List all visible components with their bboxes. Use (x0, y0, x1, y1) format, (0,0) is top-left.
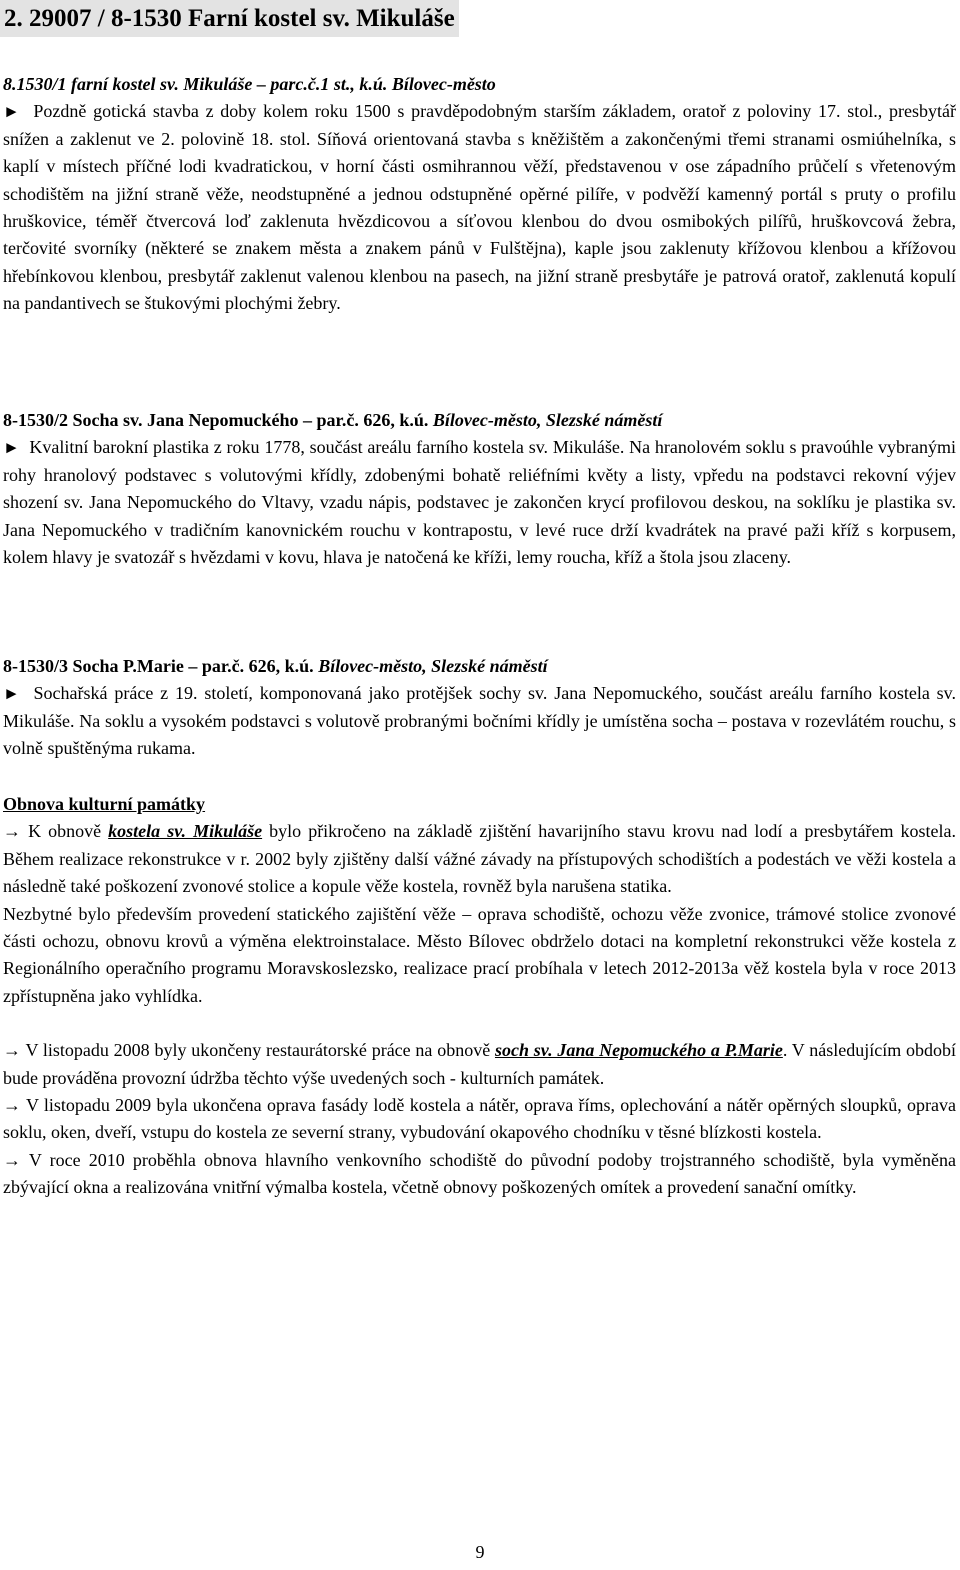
item-title-main: 8-1530/3 Socha P.Marie – par.č. 626, k.ú. (3, 656, 319, 676)
item-title (3, 407, 956, 434)
church-reference: kostela sv. Mikuláše (108, 821, 263, 842)
renovation-paragraph-5: → V roce 2010 proběhla obnova hlavního venkovního schodiště do původní podoby trojstranného schodiště, byla vyměněna zbývající okna a realizována vnitřní výmalba kostela, včetně obnovy poškozených omítek a provedení sanační omítky. (3, 1149, 956, 1198)
bullet-marker-icon: ► (3, 438, 20, 458)
bullet-marker-icon: ► (3, 102, 20, 122)
section-heading: 2. 29007 / 8-1530 Farní kostel sv. Mikuláše (0, 0, 459, 37)
renovation-paragraph-1: → K obnově kostela sv. Mikuláše bylo přikročeno na základě zjištění havarijního stavu krovu nad lodí a presbytářem kostela. Během realizace rekonstrukce v r. 2002 byly zjištěny další vážné závady na přístupových schodištích a podestách ve věži kostela a následně také poškození zvonové stolice a kopule věže kostela, rovněž byla narušena statika. (3, 821, 957, 897)
renovation-paragraph-2: Nezbytné bylo především provedení statického zajištění věže – oprava schodiště, ochozu věže zvonice, trámové stolice zvonové části ochozu, obnovu krovů a výměna elektroinstalace. Město Bílovec obdrželo dotaci na kompletní rekonstrukci věže kostela z Regionálního operačního programu Moravskoslezsko, realizace prací probíhala v letech 2012-2013a věž kostela byla v roce 2013 zpřístupněna jako vyhlídka. (3, 903, 956, 1006)
item-title-location: Bílovec-město, Slezské náměstí (318, 656, 548, 676)
renovation-paragraph-4: → V listopadu 2009 byla ukončena oprava fasády lodě kostela a nátěr, oprava říms, oplechování a nátěr opěrných sloupků, oprava soklu, oken, dveří, vstupu do kostela ze severní strany, vybudování okapového chodníku v těsné blízkosti kostela. (3, 1095, 956, 1143)
monument-item-church (3, 71, 956, 318)
monument-item-statue-marie (3, 653, 956, 763)
item-description (3, 98, 956, 317)
item-title-main: 8-1530/2 Socha sv. Jana Nepomuckého – par.č. 626, k.ú. (3, 410, 433, 430)
arrow-icon: → (3, 1040, 21, 1061)
item-text: Pozdně gotická stavba z doby kolem roku 1500 s pravděpodobným starším základem, oratoř z poloviny 17. stol., presbytář snížen a zaklenut ve 2. polovině 18. stol. Síňová orientovaná stavba s kněžištěm a zakončenými třemi stranami osmiúhelníka, s kaplí v místech příčné lodi kvadratickou, v horní části osmihrannou věží, představenou v ose západního průčelí s vřetenovým schodištěm na jižní straně věže, neodstupněné a jednou odstupněné opěrné pilíře, v podvěží kamenný portál s pruty o profilu hruškovice, téměř čtvercová loď zaklenuta hvězdicovou a síťovou klenbou do dvou osmibokých pilířů, hruškovcová žebra, terčovité svorníky (některé se znakem města a znakem pánů v Fulštějna), kaple jsou zaklenuty křížovou klenbou a křížovou hřebínkovou klenbou, presbytář zaklenut valenou klenbou na pasech, na jižní straně presbytáře je patrová oratoř, zaklenutá kopulí na pandantivech se štukovými plochými žebry. (3, 101, 957, 314)
statues-reference: soch sv. Jana Nepomuckého a P.Marie (494, 1040, 783, 1061)
renovation-title: Obnova kulturní památky (3, 794, 206, 814)
renovation-paragraph-3: → V listopadu 2008 byly ukončeny restaurátorské práce na obnově soch sv. Jana Nepomuckého a P.Marie. V následujícím období bude prováděna provozní údržba těchto výše uvedených soch - kulturních památek. (3, 1040, 956, 1088)
arrow-icon: → (3, 821, 21, 842)
arrow-icon: → (3, 1149, 21, 1170)
renovation-section (3, 791, 956, 1202)
page-number: 9 (475, 1542, 485, 1562)
item-text: Kvalitní barokní plastika z roku 1778, součást areálu farního kostela sv. Mikuláše. Na hranolovém soklu s pravoúhle vybranými rohy hranolový podstavec s volutovými křídly, zdobenými bohatě reliéfními květy a listy, vpředu na podstavci rekovní výjev shození sv. Jana Nepomuckého do Vltavy, vzadu nápis, podstavec je zakončen krycí profilovou deskou, na soklíku je plastika sv. Jana Nepomuckého v tradičním kanovnickém rouchu v kontrapostu, v levé ruce drží kvadrátek na pravé paži kříž s korpusem, kolem hlavy je svatozář s hvězdami v kovu, hlava je natočená ke kříži, lemy roucha, kříž a štola jsou zlaceny. (3, 437, 957, 568)
monument-item-statue-nepomuk (3, 407, 956, 571)
item-text: Sochařská práce z 19. století, komponovaná jako protějšek sochy sv. Jana Nepomuckého, součást areálu farního kostela sv. Mikuláše. Na soklu a vysokém podstavci s volutově probranými bočními křídly je umístěna socha – postava v rozevlátém rouchu, s volně spuštěnýma rukama. (3, 683, 956, 759)
item-title (3, 653, 956, 680)
item-title: 8.1530/1 farní kostel sv. Mikuláše – parc.č.1 st., k.ú. Bílovec-město (3, 74, 496, 94)
arrow-icon: → (3, 1095, 21, 1116)
bullet-marker-icon: ► (3, 684, 20, 704)
item-description (3, 680, 956, 762)
item-title-location: Bílovec-město, Slezské náměstí (432, 410, 663, 430)
item-description (3, 434, 956, 571)
